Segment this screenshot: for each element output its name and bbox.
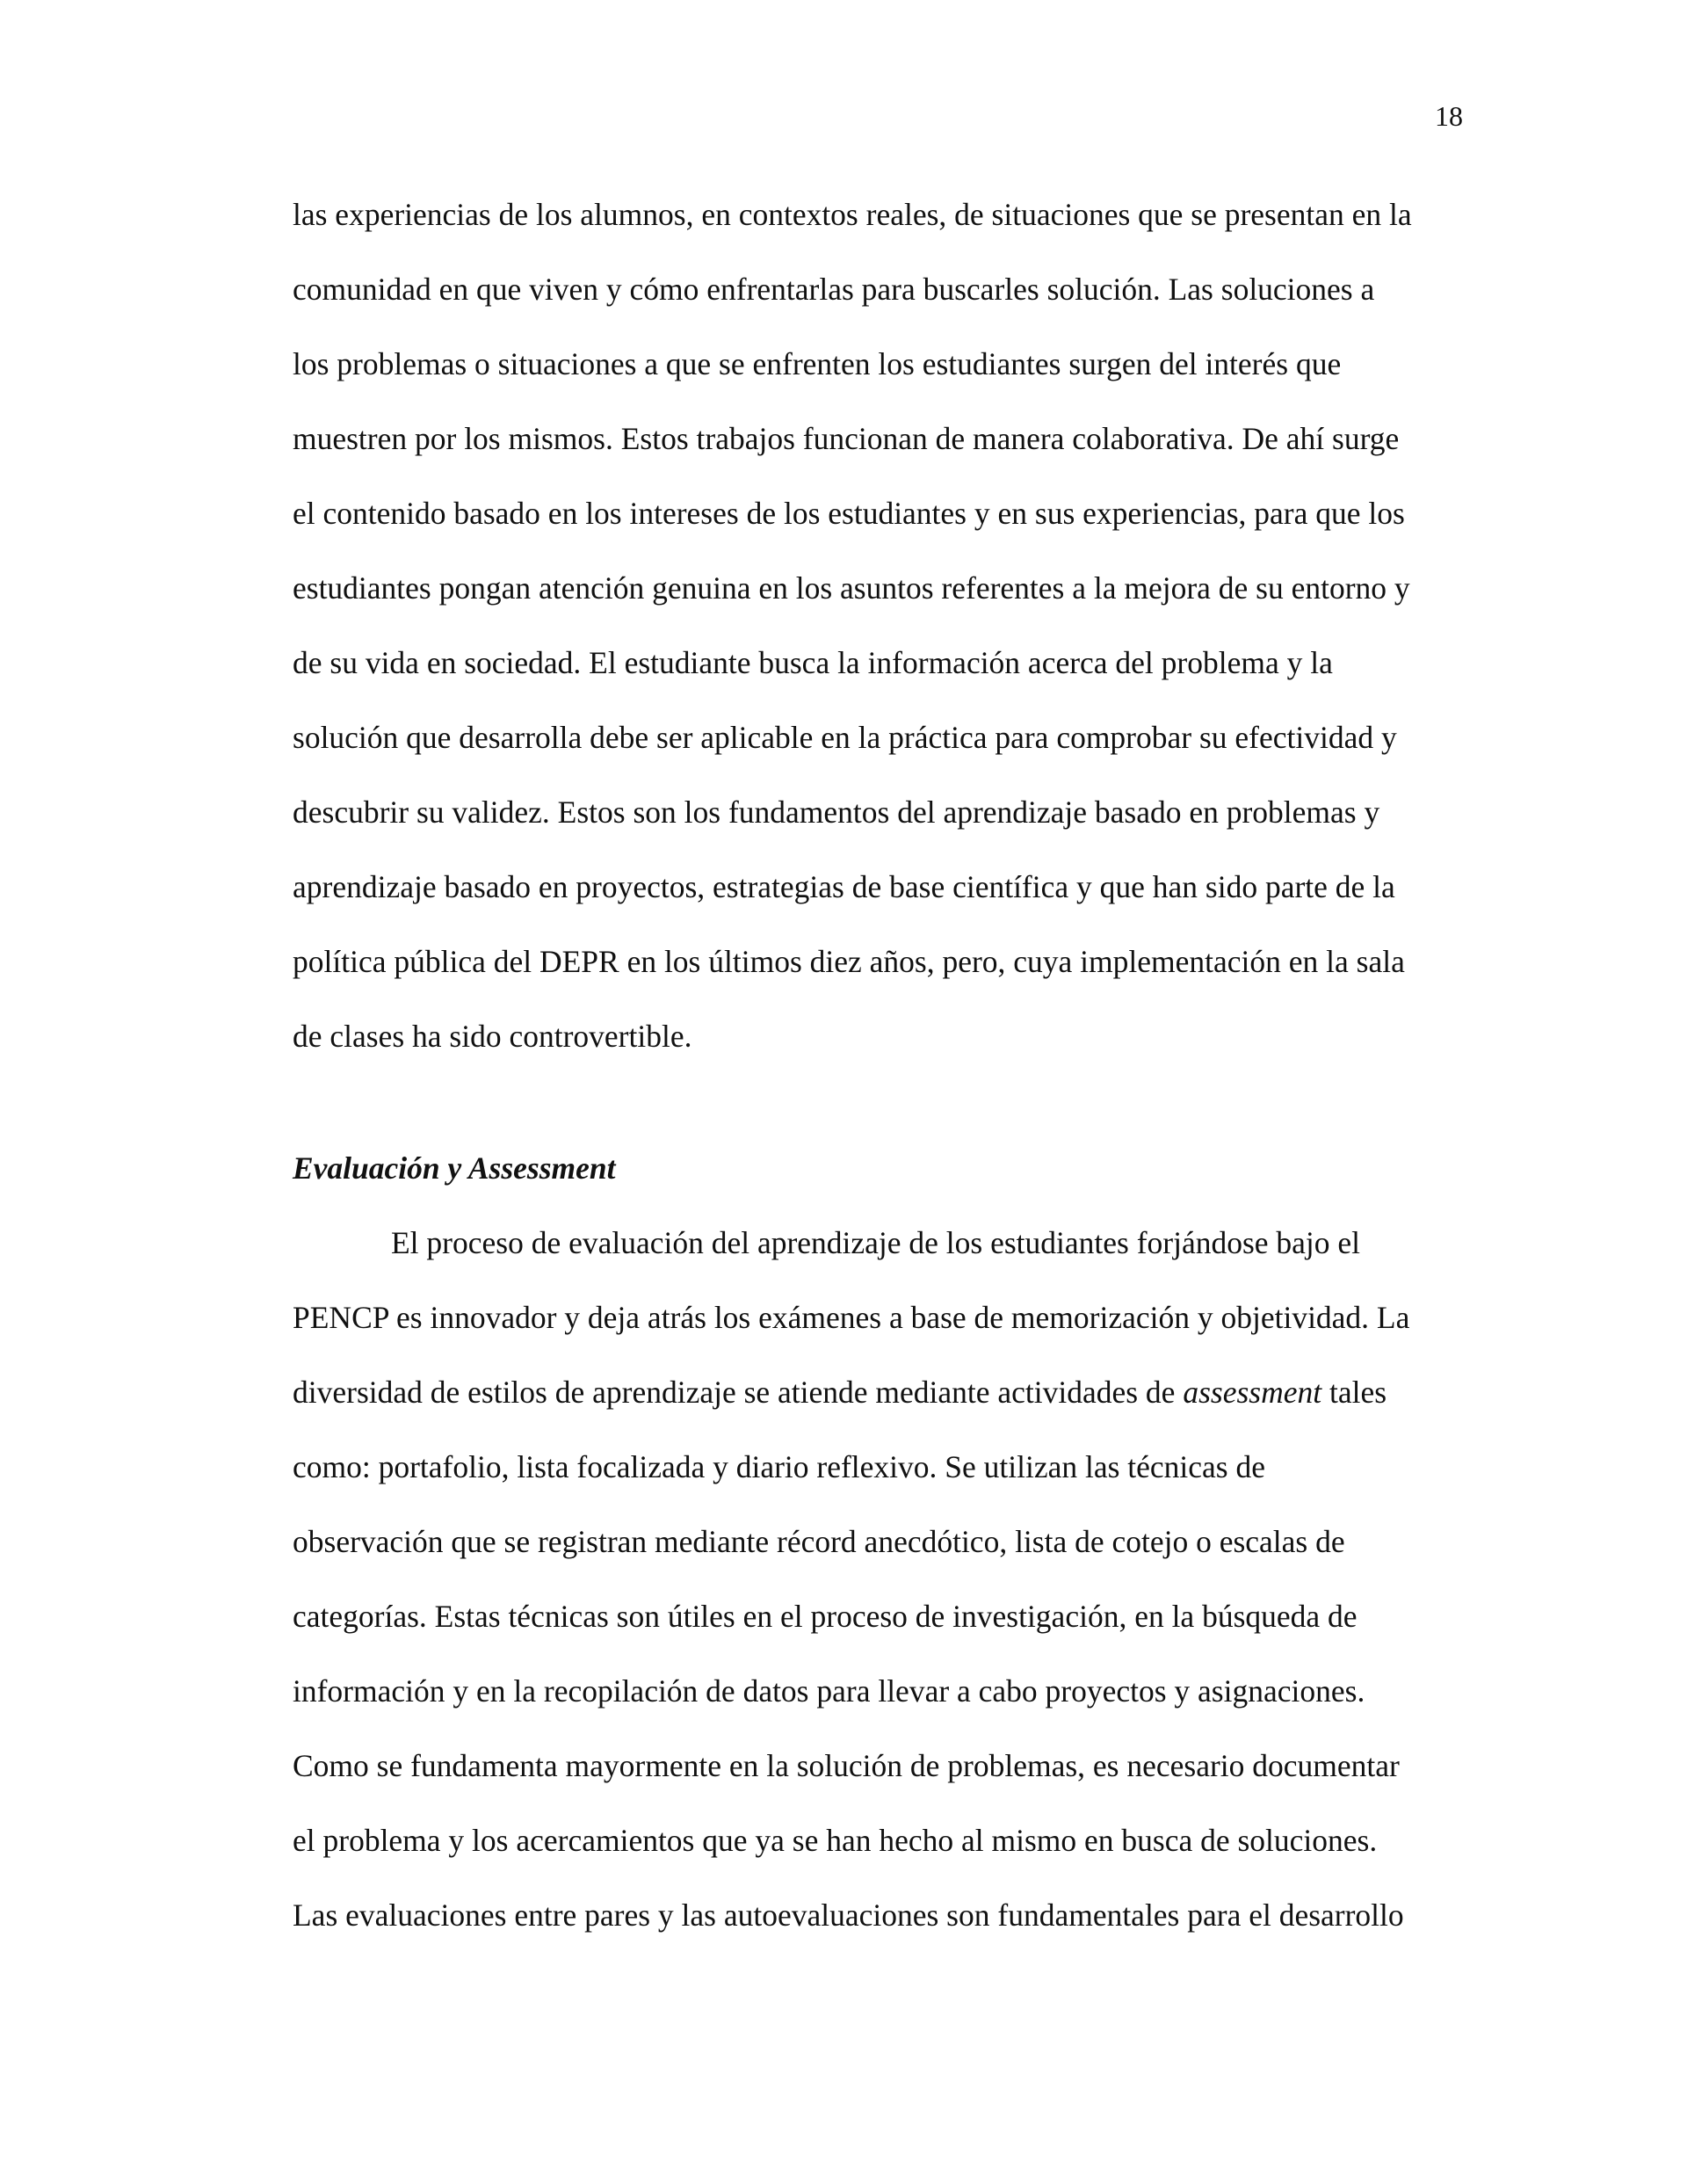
text-line: política pública del DEPR en los últimos diez años, pero, cuya implementación en la sala — [293, 944, 1405, 979]
text-line: el problema y los acercamientos que ya se han hecho al mismo en busca de soluciones. — [293, 1823, 1378, 1858]
text-line: Las evaluaciones entre pares y las autoevaluaciones son fundamentales para el desarrollo — [293, 1897, 1404, 1933]
text-line: Como se fundamenta mayormente en la solución de problemas, es necesario documentar — [293, 1748, 1400, 1783]
text-line: de clases ha sido controvertible. — [293, 1019, 692, 1054]
text-line: los problemas o situaciones a que se enfrenten los estudiantes surgen del interés que — [293, 346, 1342, 381]
text-line: descubrir su validez. Estos son los fundamentos del aprendizaje basado en problemas y — [293, 795, 1380, 830]
emphasized-term: assessment — [1183, 1375, 1322, 1410]
text-line: muestren por los mismos. Estos trabajos funcionan de manera colaborativa. De ahí surge — [293, 421, 1400, 456]
text-line: estudiantes pongan atención genuina en los asuntos referentes a la mejora de su entorno y — [293, 570, 1410, 606]
text-line: aprendizaje basado en proyectos, estrategias de base científica y que han sido parte de la — [293, 869, 1395, 904]
text-line: información y en la recopilación de datos para llevar a cabo proyectos y asignaciones. — [293, 1673, 1365, 1709]
text-segment: tales — [1321, 1375, 1387, 1410]
text-line: solución que desarrolla debe ser aplicable en la práctica para comprobar su efectividad y — [293, 720, 1397, 755]
text-line: El proceso de evaluación del aprendizaje de los estudiantes forjándose bajo el — [391, 1225, 1361, 1260]
text-segment: diversidad de estilos de aprendizaje se atiende mediante actividades de — [293, 1375, 1184, 1410]
text-line: categorías. Estas técnicas son útiles en el proceso de investigación, en la búsqueda de — [293, 1599, 1358, 1634]
page-number: 18 — [1435, 100, 1463, 132]
text-line: observación que se registran mediante récord anecdótico, lista de cotejo o escalas de — [293, 1524, 1345, 1559]
text-line: el contenido basado en los intereses de los estudiantes y en sus experiencias, para que los — [293, 496, 1405, 531]
text-line-with-emphasis — [293, 1355, 1479, 1430]
text-line: de su vida en sociedad. El estudiante busca la información acerca del problema y la — [293, 645, 1333, 680]
text-line: comunidad en que viven y cómo enfrentarlas para buscarles solución. Las soluciones a — [293, 272, 1375, 307]
text-line: PENCP es innovador y deja atrás los exámenes a base de memorización y objetividad. La — [293, 1300, 1410, 1335]
paragraph-problem-based-learning — [293, 178, 1479, 1074]
section-heading: Evaluación y Assessment — [293, 1150, 616, 1186]
text-line: las experiencias de los alumnos, en contextos reales, de situaciones que se presentan en la — [293, 197, 1412, 232]
section-evaluation — [293, 1131, 1479, 1953]
text-line: como: portafolio, lista focalizada y diario reflexivo. Se utilizan las técnicas de — [293, 1449, 1266, 1484]
